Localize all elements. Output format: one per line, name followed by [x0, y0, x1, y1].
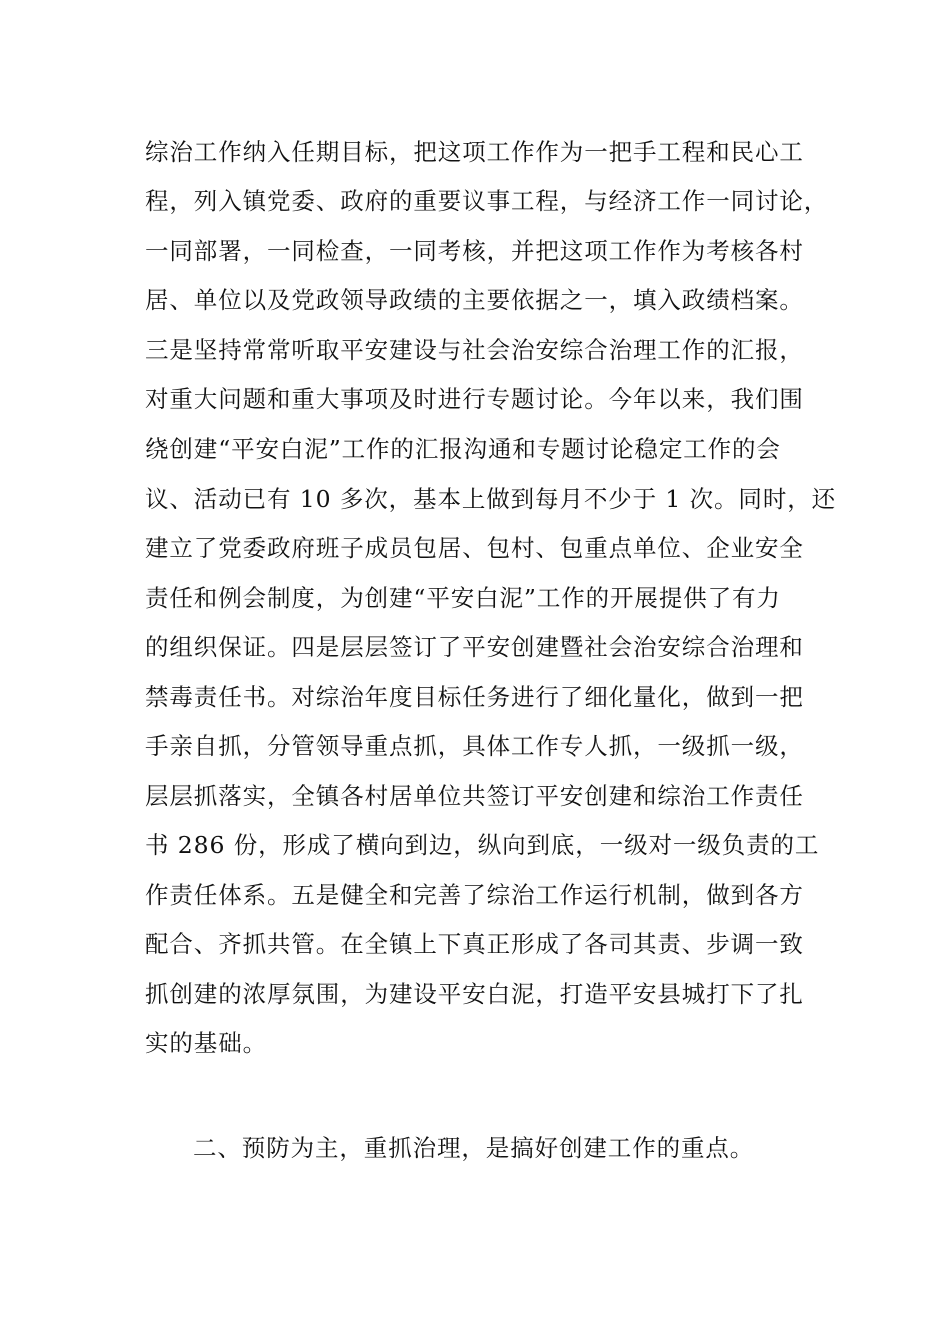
paragraph-line-17: 配合、齐抓共管。在全镇上下真正形成了各司其责、步调一致: [145, 930, 804, 958]
paragraph-line-10: 责任和例会制度，为创建“平安白泥”工作的开展提供了有力: [145, 584, 781, 612]
paragraph-line-9: 建立了党委政府班子成员包居、包村、包重点单位、企业安全: [145, 534, 804, 562]
paragraph-line-8: 议、活动已有 10 多次，基本上做到每月不少于 1 次。同时，还: [145, 485, 837, 513]
paragraph-line-12: 禁毒责任书。对综治年度目标任务进行了细化量化，做到一把: [145, 683, 804, 711]
paragraph-line-19: 实的基础。: [145, 1029, 267, 1057]
paragraph-line-1: 综治工作纳入任期目标，把这项工作作为一把手工程和民心工: [145, 138, 804, 166]
paragraph-line-15: 书 286 份，形成了横向到边，纵向到底，一级对一级负责的工: [145, 831, 820, 859]
paragraph-line-6: 对重大问题和重大事项及时进行专题讨论。今年以来，我们围: [145, 385, 804, 413]
paragraph-line-5: 三是坚持常常听取平安建设与社会治安综合治理工作的汇报，: [145, 336, 804, 364]
paragraph-line-13: 手亲自抓，分管领导重点抓，具体工作专人抓，一级抓一级，: [145, 732, 804, 760]
paragraph-line-16: 作责任体系。五是健全和完善了综治工作运行机制，做到各方: [145, 881, 804, 909]
section-heading: 二、预防为主，重抓治理，是搞好创建工作的重点。: [193, 1134, 755, 1162]
paragraph-line-2: 程，列入镇党委、政府的重要议事工程，与经济工作一同讨论，: [145, 187, 829, 215]
paragraph-line-14: 层层抓落实，全镇各村居单位共签订平安创建和综治工作责任: [145, 782, 804, 810]
paragraph-line-3: 一同部署，一同检查，一同考核，并把这项工作作为考核各村: [145, 237, 804, 265]
paragraph-line-7: 绕创建“平安白泥”工作的汇报沟通和专题讨论稳定工作的会: [145, 435, 781, 463]
paragraph-line-4: 居、单位以及党政领导政绩的主要依据之一，填入政绩档案。: [145, 286, 804, 314]
paragraph-line-11: 的组织保证。四是层层签订了平安创建暨社会治安综合治理和: [145, 633, 804, 661]
paragraph-line-18: 抓创建的浓厚氛围，为建设平安白泥，打造平安县城打下了扎: [145, 980, 804, 1008]
